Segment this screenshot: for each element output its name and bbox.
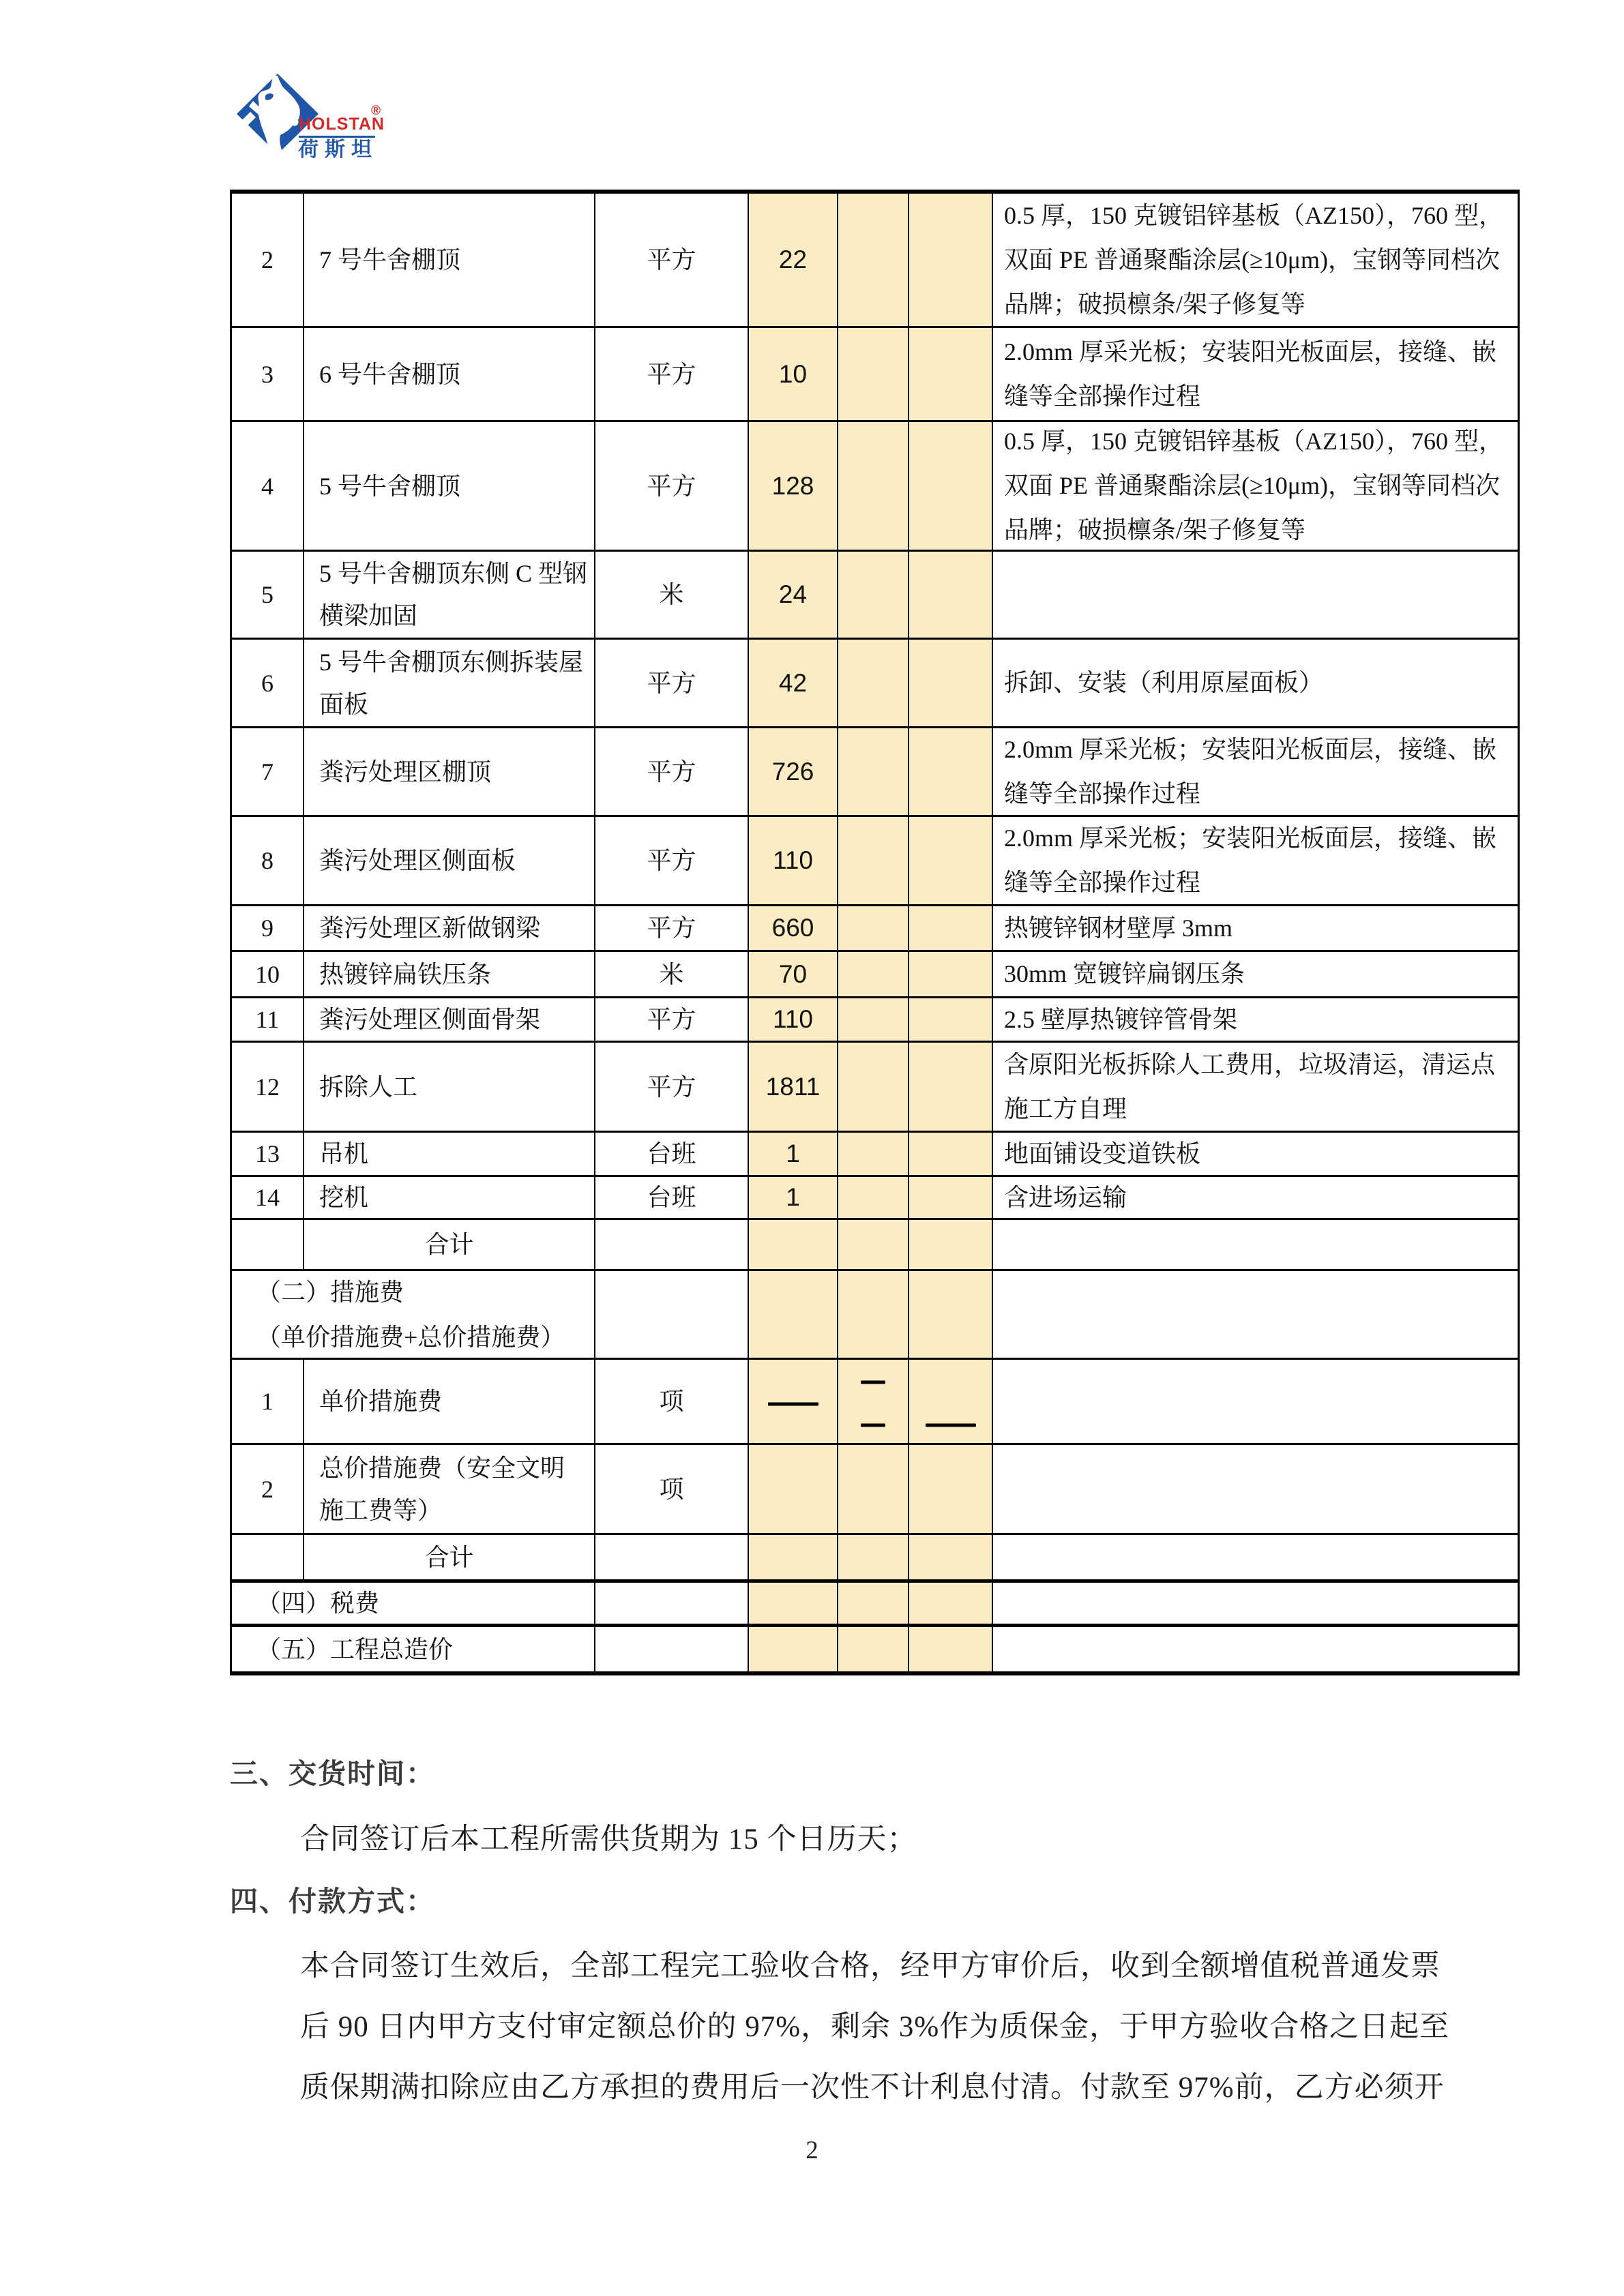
price-cell-2 <box>909 328 993 420</box>
remark-cell <box>993 552 1518 638</box>
table-row <box>232 1220 1518 1271</box>
price-cell-2 <box>909 1627 993 1671</box>
remark-cell <box>993 1271 1518 1358</box>
row-no-cell: 10 <box>232 952 304 996</box>
table-row <box>232 422 1518 552</box>
price-cell-1 <box>838 1271 909 1358</box>
row-no-cell: 11 <box>232 998 304 1041</box>
remark-cell <box>993 1445 1518 1533</box>
price-cell-1 <box>838 817 909 904</box>
row-no-cell: 13 <box>232 1133 304 1175</box>
section-label-line: （二）措施费 <box>256 1278 404 1306</box>
table-row <box>232 1626 1518 1671</box>
price-cell-1 <box>838 1445 909 1533</box>
delivery-body: 合同签订后本工程所需供货期为 15 个日历天； <box>300 1823 917 1855</box>
price-cell-2 <box>909 1535 993 1579</box>
price-cell-1 <box>838 1535 909 1579</box>
item-name-cell: 吊机 <box>304 1133 595 1175</box>
brand-cn-text: 荷斯坦 <box>298 138 378 161</box>
quantity-cell: 1 <box>749 1133 838 1175</box>
price-cell-1 <box>838 640 909 726</box>
item-name-cell: 挖机 <box>304 1177 595 1218</box>
table-row <box>232 728 1518 817</box>
remark-cell <box>993 1535 1518 1579</box>
remark-cell: 2.0mm 厚采光板；安装阳光板面层，接缝、嵌缝等全部操作过程 <box>1004 338 1497 410</box>
unit-cell: 米 <box>595 952 749 996</box>
table-row <box>232 952 1518 998</box>
table-row <box>232 1177 1518 1220</box>
price-cell-1 <box>838 1220 909 1269</box>
table-row <box>232 1535 1518 1581</box>
section-label-line: （五）工程总造价 <box>256 1635 454 1663</box>
price-cell-2 <box>909 1583 993 1624</box>
table-row <box>232 1133 1518 1177</box>
price-cell-2 <box>909 1133 993 1175</box>
payment-heading: 四、付款方式： <box>230 1885 435 1917</box>
price-cell-2 <box>909 422 993 550</box>
item-name-cell: 粪污处理区侧面板 <box>304 817 595 904</box>
registered-mark-icon: ® <box>371 104 381 118</box>
section-label-cell <box>232 1271 595 1358</box>
remark-cell: 地面铺设变道铁板 <box>1004 1139 1201 1167</box>
table-row <box>232 1271 1518 1360</box>
quantity-cell: 42 <box>749 640 838 726</box>
remark-cell: 30mm 宽镀锌扁钢压条 <box>1004 960 1245 987</box>
item-name-cell: 6 号牛舍棚顶 <box>304 328 595 420</box>
table-row <box>232 194 1518 328</box>
table-row <box>232 1445 1518 1535</box>
price-cell-2 <box>909 1271 993 1358</box>
quotation-table <box>230 190 1520 1675</box>
item-name-cell: 粪污处理区棚顶 <box>304 728 595 815</box>
dash-mark <box>926 1424 976 1427</box>
price-cell-1 <box>838 1360 909 1443</box>
unit-cell: 平方 <box>595 194 749 326</box>
table-row <box>232 1581 1518 1626</box>
table-row <box>232 998 1518 1043</box>
row-no-cell <box>232 1220 304 1269</box>
table-row <box>232 1360 1518 1445</box>
remark-cell: 2.5 壁厚热镀锌管骨架 <box>1004 1005 1238 1033</box>
item-name-cell: 粪污处理区侧面骨架 <box>304 998 595 1041</box>
quantity-cell: 10 <box>749 328 838 420</box>
remark-cell: 0.5 厚，150 克镀铝锌基板（AZ150），760 型，双面 PE 普通聚酯涂层(≥10μm)，宝钢等同档次品牌；破损檩条/架子修复等 <box>1004 201 1503 318</box>
unit-cell: 项 <box>595 1445 749 1533</box>
row-no-cell: 2 <box>232 1445 304 1533</box>
price-cell-1 <box>838 552 909 638</box>
price-cell-1 <box>838 194 909 326</box>
price-cell-2 <box>909 1445 993 1533</box>
price-cell-2 <box>909 1043 993 1131</box>
row-no-cell: 9 <box>232 906 304 950</box>
table-row <box>232 1043 1518 1133</box>
remark-cell: 热镀锌钢材壁厚 3mm <box>1004 914 1233 942</box>
price-cell-1 <box>838 1133 909 1175</box>
price-cell-1 <box>838 422 909 550</box>
row-no-cell <box>232 1535 304 1579</box>
quantity-cell <box>749 1583 838 1624</box>
payment-line: 质保期满扣除应由乙方承担的费用后一次性不计利息付清。付款至 97%前，乙方必须开 <box>300 2072 1445 2104</box>
item-name-cell: 拆除人工 <box>304 1043 595 1131</box>
row-no-cell: 7 <box>232 728 304 815</box>
table-row <box>232 906 1518 952</box>
subtotal-label-cell: 合计 <box>304 1535 595 1579</box>
remark-cell <box>993 1627 1518 1671</box>
page-number: 2 <box>806 2136 818 2164</box>
quantity-cell <box>749 1360 838 1443</box>
unit-cell: 平方 <box>595 817 749 904</box>
price-cell-2 <box>909 194 993 326</box>
price-cell-2 <box>909 817 993 904</box>
price-cell-1 <box>838 1627 909 1671</box>
quantity-cell <box>749 1445 838 1533</box>
unit-cell <box>595 1535 749 1579</box>
quantity-cell: 110 <box>749 998 838 1041</box>
dash-mark <box>768 1402 818 1405</box>
remark-cell <box>993 1583 1518 1624</box>
unit-cell: 平方 <box>595 640 749 726</box>
dash-mark <box>861 1424 885 1427</box>
section-label-line: （单价措施费+总价措施费） <box>256 1323 565 1351</box>
item-name-cell: 5 号牛舍棚顶东侧 C 型钢横梁加固 <box>304 552 595 638</box>
item-name-cell: 粪污处理区新做钢梁 <box>304 906 595 950</box>
price-cell-2 <box>909 1220 993 1269</box>
price-cell-2 <box>909 952 993 996</box>
price-cell-2 <box>909 1360 993 1443</box>
unit-cell <box>595 1627 749 1671</box>
price-cell-2 <box>909 1177 993 1218</box>
item-name-cell: 总价措施费（安全文明施工费等） <box>304 1445 595 1533</box>
section-label-cell <box>232 1583 595 1624</box>
price-cell-2 <box>909 998 993 1041</box>
unit-cell <box>595 1271 749 1358</box>
price-cell-2 <box>909 640 993 726</box>
price-cell-1 <box>838 1043 909 1131</box>
row-no-cell: 14 <box>232 1177 304 1218</box>
unit-cell: 米 <box>595 552 749 638</box>
row-no-cell: 5 <box>232 552 304 638</box>
price-cell-1 <box>838 728 909 815</box>
item-name-cell: 单价措施费 <box>304 1360 595 1443</box>
table-row <box>232 552 1518 640</box>
price-cell-1 <box>838 906 909 950</box>
quantity-cell: 726 <box>749 728 838 815</box>
row-no-cell: 3 <box>232 328 304 420</box>
quantity-cell <box>749 1271 838 1358</box>
row-no-cell: 6 <box>232 640 304 726</box>
quantity-cell <box>749 1627 838 1671</box>
unit-cell: 平方 <box>595 728 749 815</box>
quantity-cell <box>749 1220 838 1269</box>
quantity-cell: 660 <box>749 906 838 950</box>
row-no-cell: 4 <box>232 422 304 550</box>
holstan-logo <box>235 71 392 161</box>
payment-line: 后 90 日内甲方支付审定额总价的 97%，剩余 3%作为质保金，于甲方验收合格之日起至 <box>300 2011 1450 2043</box>
price-cell-1 <box>838 998 909 1041</box>
subtotal-label-cell: 合计 <box>304 1220 595 1269</box>
remark-cell: 2.0mm 厚采光板；安装阳光板面层，接缝、嵌缝等全部操作过程 <box>1004 735 1497 807</box>
unit-cell: 平方 <box>595 422 749 550</box>
price-cell-1 <box>838 1177 909 1218</box>
payment-line: 本合同签订生效后，全部工程完工验收合格，经甲方审价后，收到全额增值税普通发票 <box>300 1950 1441 1982</box>
remark-cell: 拆卸、安装（利用原屋面板） <box>1004 669 1324 696</box>
price-cell-2 <box>909 552 993 638</box>
remark-cell: 2.0mm 厚采光板；安装阳光板面层，接缝、嵌缝等全部操作过程 <box>1004 824 1497 896</box>
unit-cell: 平方 <box>595 328 749 420</box>
brand-text: HOLSTAN <box>299 115 375 138</box>
remark-cell: 0.5 厚，150 克镀铝锌基板（AZ150），760 型，双面 PE 普通聚酯涂层(≥10μm)，宝钢等同档次品牌；破损檩条/架子修复等 <box>1004 428 1503 543</box>
quantity-cell: 24 <box>749 552 838 638</box>
quantity-cell: 1811 <box>749 1043 838 1131</box>
item-name-cell: 5 号牛舍棚顶 <box>304 422 595 550</box>
table-row <box>232 640 1518 728</box>
unit-cell <box>595 1220 749 1269</box>
section-label-line: （四）税费 <box>256 1590 380 1617</box>
remark-cell <box>993 1220 1518 1269</box>
dash-mark <box>861 1380 885 1384</box>
row-no-cell: 1 <box>232 1360 304 1443</box>
row-no-cell: 12 <box>232 1043 304 1131</box>
unit-cell: 平方 <box>595 998 749 1041</box>
price-cell-1 <box>838 328 909 420</box>
unit-cell: 台班 <box>595 1177 749 1218</box>
quantity-cell: 1 <box>749 1177 838 1218</box>
price-cell-2 <box>909 906 993 950</box>
row-no-cell: 8 <box>232 817 304 904</box>
item-name-cell: 7 号牛舍棚顶 <box>304 194 595 326</box>
quantity-cell: 22 <box>749 194 838 326</box>
unit-cell: 项 <box>595 1360 749 1443</box>
quantity-cell: 70 <box>749 952 838 996</box>
item-name-cell: 热镀锌扁铁压条 <box>304 952 595 996</box>
remark-cell: 含进场运输 <box>1004 1183 1127 1211</box>
quantity-cell <box>749 1535 838 1579</box>
table-row <box>232 817 1518 906</box>
price-cell-1 <box>838 952 909 996</box>
remark-cell <box>993 1360 1518 1443</box>
remark-cell: 含原阳光板拆除人工费用，垃圾清运，清运点施工方自理 <box>1004 1050 1496 1122</box>
unit-cell <box>595 1583 749 1624</box>
table-row <box>232 328 1518 422</box>
quantity-cell: 128 <box>749 422 838 550</box>
quantity-cell: 110 <box>749 817 838 904</box>
unit-cell: 平方 <box>595 906 749 950</box>
item-name-cell: 5 号牛舍棚顶东侧拆装屋面板 <box>304 640 595 726</box>
delivery-heading: 三、交货时间： <box>230 1758 435 1789</box>
row-no-cell: 2 <box>232 194 304 326</box>
price-cell-1 <box>838 1583 909 1624</box>
unit-cell: 平方 <box>595 1043 749 1131</box>
unit-cell: 台班 <box>595 1133 749 1175</box>
section-label-cell <box>232 1627 595 1671</box>
price-cell-2 <box>909 728 993 815</box>
